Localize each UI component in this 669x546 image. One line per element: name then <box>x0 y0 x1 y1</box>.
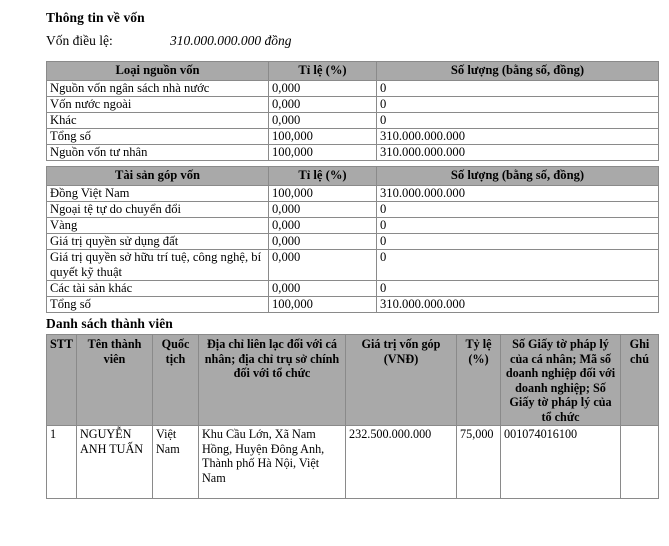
column-header-amount: Số lượng (bằng số, đồng) <box>377 167 659 186</box>
cell-capital-type: Khác <box>47 113 269 129</box>
table-row <box>47 186 659 202</box>
asset-contribution-table <box>46 166 659 313</box>
cell-ratio: 0,000 <box>269 113 377 129</box>
cell-amount: 310.000.000.000 <box>377 186 659 202</box>
charter-capital-row <box>46 32 659 49</box>
cell-ratio: 0,000 <box>269 218 377 234</box>
table-header-row <box>47 62 659 81</box>
table-header-row <box>47 335 659 426</box>
cell-address: Khu Cầu Lớn, Xã Nam Hồng, Huyện Đông Anh, Thành phố Hà Nội, Việt Nam <box>199 426 346 499</box>
charter-capital-label: Vốn điều lệ: <box>46 33 113 48</box>
table-row <box>47 97 659 113</box>
cell-nationality: Việt Nam <box>153 426 199 499</box>
cell-capital-type: Vốn nước ngoài <box>47 97 269 113</box>
capital-source-table <box>46 61 659 161</box>
column-header-capital-type: Loại nguồn vốn <box>47 62 269 81</box>
cell-capital-type: Nguồn vốn ngân sách nhà nước <box>47 81 269 97</box>
page-title: Thông tin về vốn <box>46 10 145 25</box>
table-row <box>47 81 659 97</box>
cell-ratio: 0,000 <box>269 234 377 250</box>
column-header-address: Địa chỉ liên lạc đối với cá nhân; địa chỉ trụ sở chính đối với tổ chức <box>199 335 346 426</box>
table-row <box>47 234 659 250</box>
cell-amount: 0 <box>377 281 659 297</box>
members-table <box>46 334 659 499</box>
cell-ratio: 100,000 <box>269 297 377 313</box>
cell-amount: 0 <box>377 81 659 97</box>
column-header-amount: Số lượng (bằng số, đồng) <box>377 62 659 81</box>
column-header-stt: STT <box>47 335 77 426</box>
table-row <box>47 250 659 281</box>
cell-capital-type: Tổng số <box>47 129 269 145</box>
column-header-contribution-value: Giá trị vốn góp (VNĐ) <box>346 335 457 426</box>
column-header-asset-type: Tài sản góp vốn <box>47 167 269 186</box>
column-header-member-name: Tên thành viên <box>77 335 153 426</box>
members-section-title: Danh sách thành viên <box>46 316 173 331</box>
cell-stt: 1 <box>47 426 77 499</box>
cell-amount: 0 <box>377 113 659 129</box>
cell-amount: 0 <box>377 202 659 218</box>
cell-ratio: 0,000 <box>269 81 377 97</box>
column-header-ratio: Tỉ lệ (%) <box>269 167 377 186</box>
cell-amount: 0 <box>377 234 659 250</box>
cell-amount: 310.000.000.000 <box>377 129 659 145</box>
cell-asset-type: Vàng <box>47 218 269 234</box>
column-header-nationality: Quốc tịch <box>153 335 199 426</box>
cell-note <box>621 426 659 499</box>
cell-ratio: 75,000 <box>457 426 501 499</box>
cell-amount: 0 <box>377 97 659 113</box>
cell-asset-type: Đồng Việt Nam <box>47 186 269 202</box>
cell-amount: 310.000.000.000 <box>377 297 659 313</box>
cell-ratio: 100,000 <box>269 129 377 145</box>
cell-asset-type: Giá trị quyền sử dụng đất <box>47 234 269 250</box>
cell-asset-type: Các tài sản khác <box>47 281 269 297</box>
cell-amount: 0 <box>377 218 659 234</box>
column-header-ratio: Tỷ lệ (%) <box>457 335 501 426</box>
column-header-legal-document-number: Số Giấy tờ pháp lý của cá nhân; Mã số doanh nghiệp đối với doanh nghiệp; Số Giấy tờ pháp lý của tổ chức <box>501 335 621 426</box>
table-header-row <box>47 167 659 186</box>
table-row <box>47 297 659 313</box>
table-row <box>47 145 659 161</box>
cell-asset-type: Giá trị quyền sở hữu trí tuệ, công nghệ, bí quyết kỹ thuật <box>47 250 269 281</box>
cell-legal-document-number: 001074016100 <box>501 426 621 499</box>
column-header-ratio: Tỉ lệ (%) <box>269 62 377 81</box>
table-row <box>47 113 659 129</box>
table-row <box>47 129 659 145</box>
cell-asset-type: Tổng số <box>47 297 269 313</box>
cell-ratio: 0,000 <box>269 250 377 281</box>
cell-ratio: 0,000 <box>269 281 377 297</box>
column-header-note: Ghi chú <box>621 335 659 426</box>
cell-capital-type: Nguồn vốn tư nhân <box>47 145 269 161</box>
spacer <box>46 53 659 61</box>
cell-member-name: NGUYỄN ANH TUẤN <box>77 426 153 499</box>
charter-capital-value: 310.000.000.000 đồng <box>170 33 292 48</box>
cell-asset-type: Ngoại tệ tự do chuyển đổi <box>47 202 269 218</box>
table-row <box>47 218 659 234</box>
table-row <box>47 202 659 218</box>
cell-ratio: 100,000 <box>269 186 377 202</box>
table-row <box>47 426 659 499</box>
cell-amount: 310.000.000.000 <box>377 145 659 161</box>
table-row <box>47 281 659 297</box>
cell-contribution-value: 232.500.000.000 <box>346 426 457 499</box>
cell-amount: 0 <box>377 250 659 281</box>
cell-ratio: 100,000 <box>269 145 377 161</box>
cell-ratio: 0,000 <box>269 202 377 218</box>
cell-ratio: 0,000 <box>269 97 377 113</box>
